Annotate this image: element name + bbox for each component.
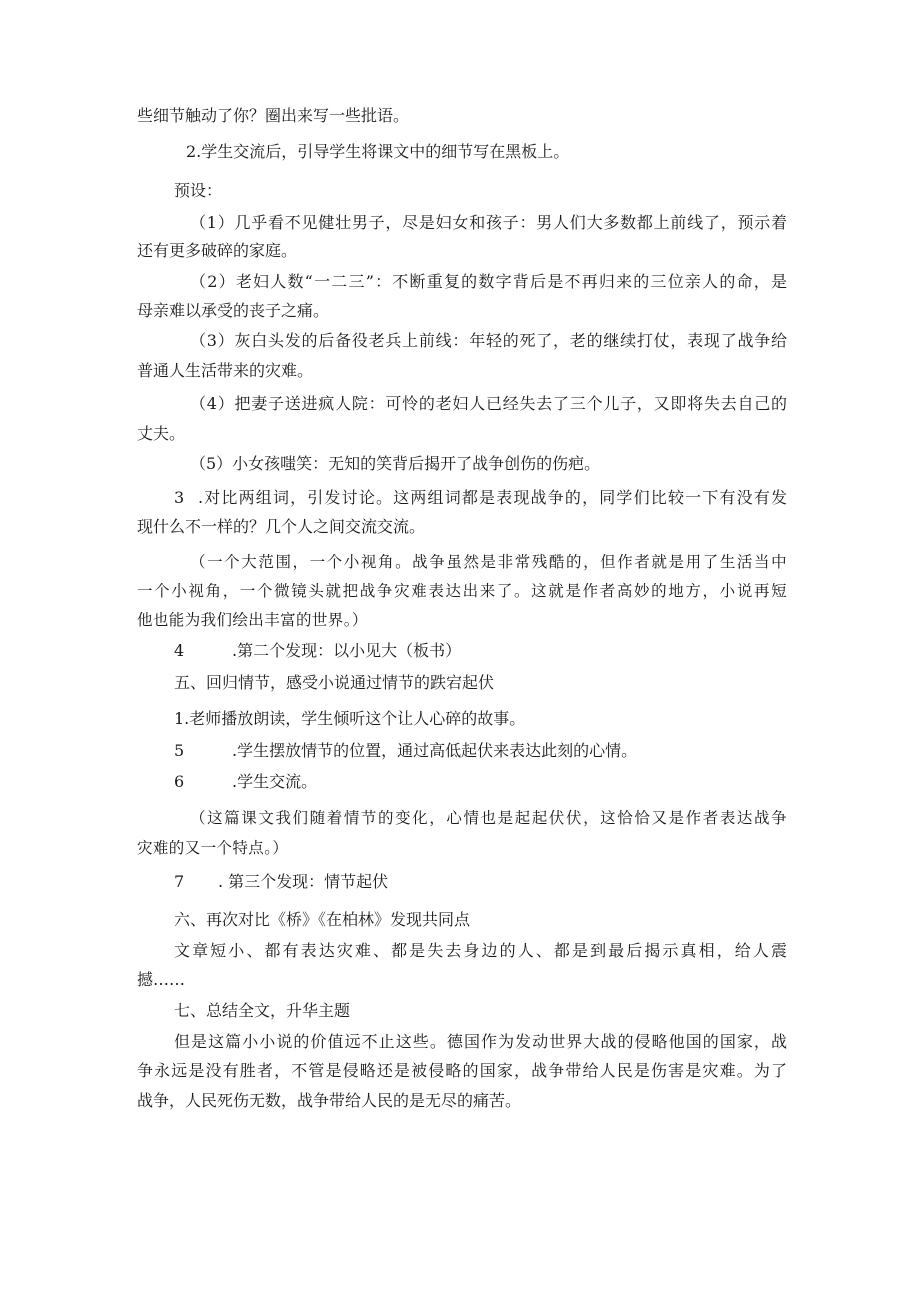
text-line: 母亲难以承受的丧子之痛。: [137, 301, 330, 320]
item-number: 5: [174, 741, 185, 760]
text-line: 预设：: [174, 181, 223, 200]
item-text: . 第三个发现：情节起伏: [218, 872, 389, 891]
text-line: 灾难的又一个特点。）: [137, 839, 289, 857]
item-text: .学生交流。: [232, 772, 318, 791]
text-line: 丈夫。: [137, 424, 186, 443]
text-line: （5）小女孩嗤笑：无知的笑背后揭开了战争创伤的伤疤。: [190, 454, 601, 473]
item-number: 4: [174, 641, 185, 660]
text-line: （3）灰白头发的后备役老兵上前线：年轻的死了，老的继续打仗，表现了战争给: [190, 331, 787, 350]
text-line: 但是这篇小小说的价值远不止这些。德国作为发动世界大战的侵略他国的国家，战: [174, 1032, 787, 1051]
numbered-item: [174, 771, 787, 793]
item-text: .学生摆放情节的位置，通过高低起伏来表达此刻的心情。: [232, 741, 638, 760]
text-line: 战争，人民死伤无数，战争带给人民的是无尽的痛苦。: [137, 1091, 522, 1110]
numbered-item: [174, 487, 787, 509]
text-line: （这篇课文我们随着情节的变化，心情也是起起伏伏，这恰恰又是作者表达战争: [190, 809, 787, 827]
item-text: .对比两组词，引发讨论。这两组词都是表现战争的，同学们比较一下有没有发: [198, 488, 787, 507]
text-line: 普通人生活带来的灾难。: [137, 361, 314, 380]
text-line: 一个小视角，一个微镜头就把战争灾难表达出来了。这就是作者高妙的地方，小说再短: [137, 582, 787, 600]
item-text: .第二个发现：以小见大（板书）: [232, 641, 462, 660]
numbered-item: [174, 640, 787, 662]
section-heading: 七、总结全文，升华主题: [174, 1001, 351, 1020]
item-number: 6: [174, 772, 185, 791]
text-line: 些细节触动了你？圈出来写一些批语。: [137, 106, 410, 125]
text-line: 争永远是没有胜者，不管是侵略还是被侵略的国家，战争带给人民是伤害是灾难。为了: [137, 1061, 787, 1080]
text-line: 1.老师播放朗读，学生倾听这个让人心碎的故事。: [174, 709, 526, 728]
numbered-item: [174, 871, 787, 893]
item-number: 7: [174, 872, 185, 891]
section-heading: 五、回归情节，感受小说通过情节的跌宕起伏: [174, 673, 495, 692]
text-line: 撼……: [137, 970, 186, 989]
text-line: 还有更多破碎的家庭。: [137, 241, 298, 260]
item-number: 3: [174, 488, 185, 507]
text-line: （1）几乎看不见健壮男子，尽是妇女和孩子：男人们大多数都上前线了，预示着: [190, 213, 787, 232]
text-line: 现什么不一样的？几个人之间交流交流。: [137, 517, 426, 536]
text-line: （2）老妇人数“一二三”：不断重复的数字背后是不再归来的三位亲人的命，是: [190, 272, 787, 291]
text-line: （4）把妻子送进疯人院：可怜的老妇人已经失去了三个儿子，又即将失去自己的: [190, 394, 787, 413]
section-heading: 六、再次对比《桥》《在柏林》发现共同点: [174, 910, 471, 929]
text-line: 文章短小、都有表达灾难、都是失去身边的人、都是到最后揭示真相，给人震: [174, 941, 787, 960]
numbered-item: [174, 740, 787, 762]
text-line: 2.学生交流后，引导学生将课文中的细节写在黑板上。: [186, 142, 570, 161]
text-line: （一个大范围，一个小视角。战争虽然是非常残酷的，但作者就是用了生活当中: [190, 553, 787, 571]
text-line: 他也能为我们绘出丰富的世界。）: [137, 611, 368, 629]
